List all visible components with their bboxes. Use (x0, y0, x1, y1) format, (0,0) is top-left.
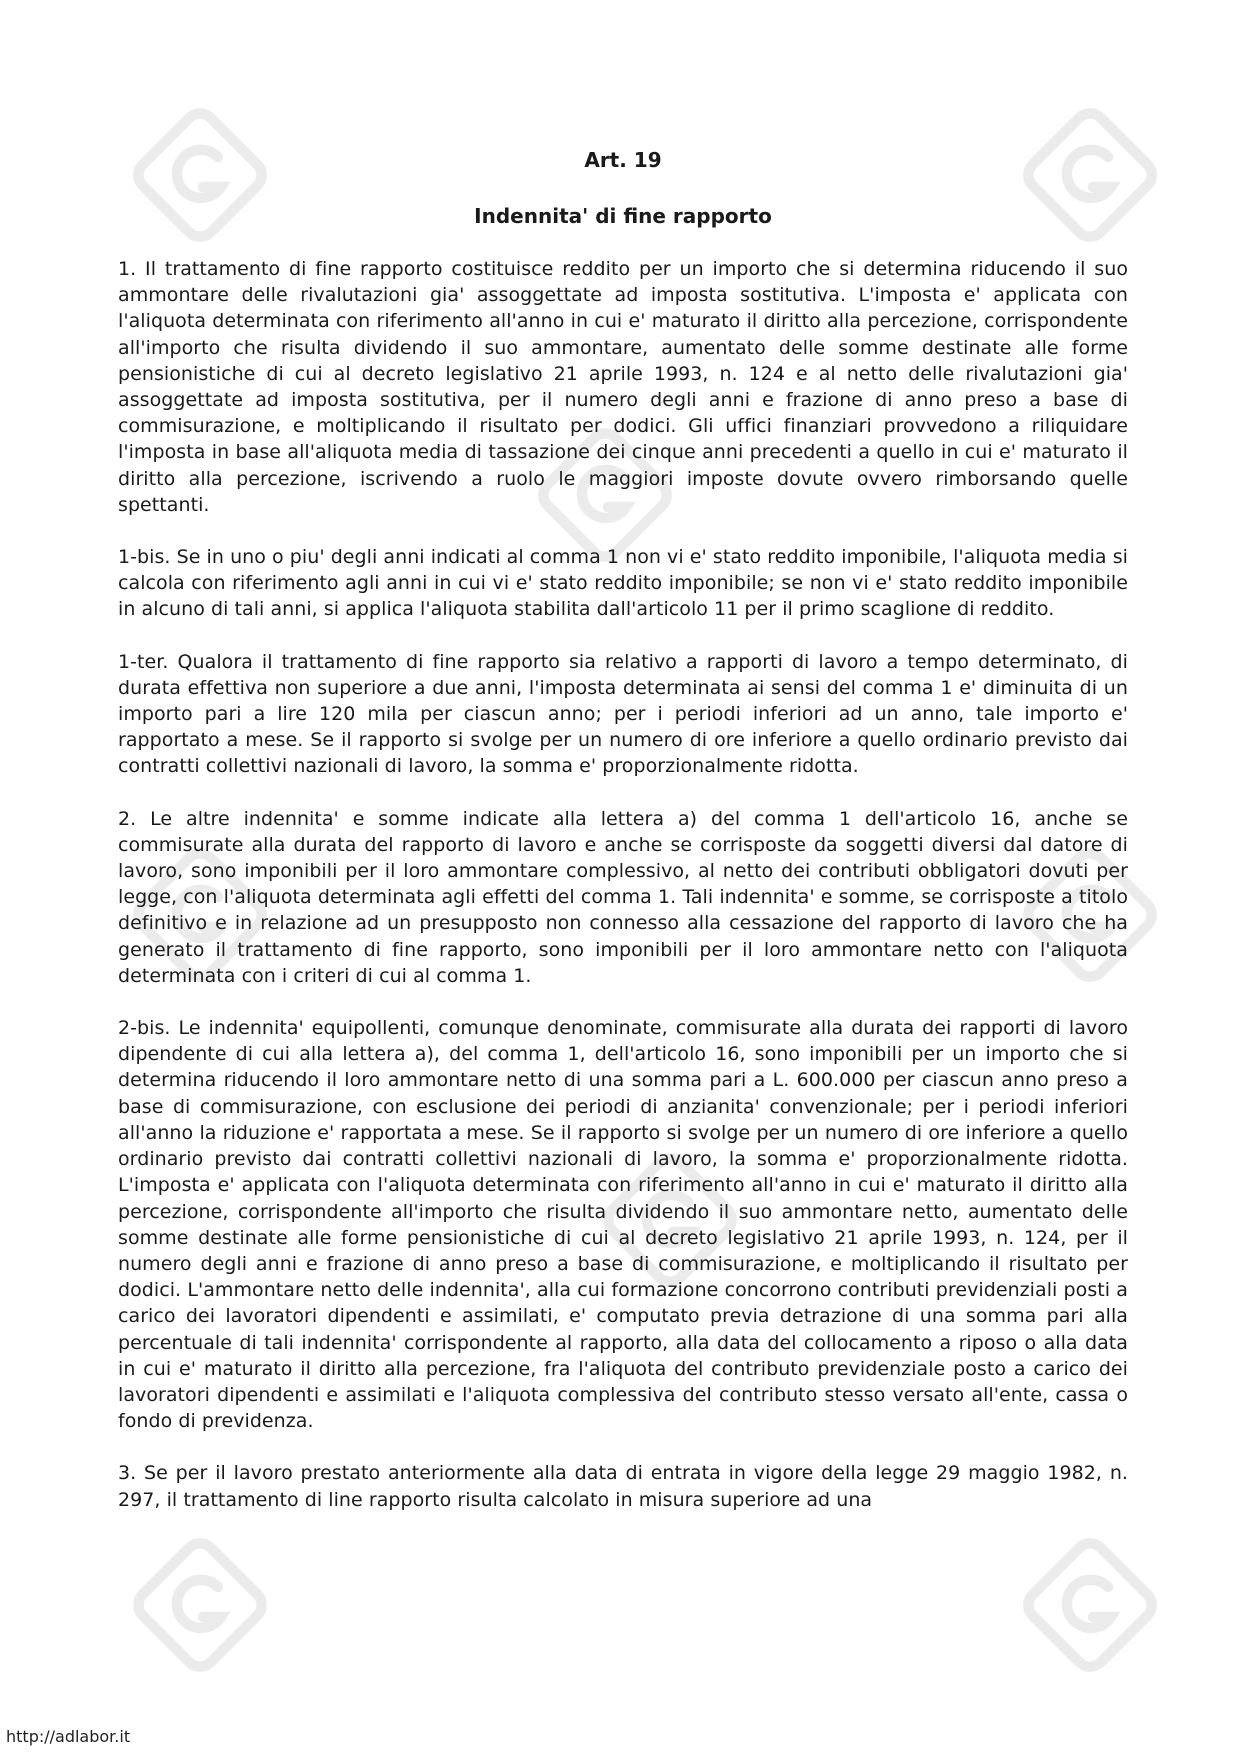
footer-site-link[interactable]: http://adlabor.it (6, 1727, 131, 1746)
watermark-logo-icon (125, 1530, 275, 1680)
paragraph-comma-1-ter: 1-ter. Qualora il trattamento di fine rapporto sia relativo a rapporti di lavoro a tempo determinato, di durata effettiva non superiore a due anni, l'imposta determinata ai sensi del comma 1 e' diminuita di un importo pari a lire 120 mila per ciascun anno; per i periodi inferiori ad un anno, tale importo e' rapportato a mese. Se il rapporto si svolge per un numero di ore inferiore a quello ordinario previsto dai contratti collettivi nazionali di lavoro, la somma e' proporzionalmente ridotta. (118, 650, 1128, 778)
article-title: Indennita' di fine rapporto (474, 204, 772, 228)
paragraph-comma-3: 3. Se per il lavoro prestato anteriormente alla data di entrata in vigore della legge 29 maggio 1982, n. 297, il trattamento di line rapporto risulta calcolato in misura superiore ad una (118, 1462, 1128, 1511)
paragraph-comma-2-bis: 2-bis. Le indennita' equipollenti, comunque denominate, commisurate alla durata dei rapporti di lavoro dipendente di cui alla lettera a), del comma 1, dell'articolo 16, sono imponibili per un importo che si determina riducendo il loro ammontare netto di una somma pari a L. 600.000 per ciascun anno preso a base di commisurazione, con esclusione dei periodi di anzianita' convenzionale; per i periodi inferiori all'anno la riduzione e' rapportata a mese. Se il rapporto si svolge per un numero di ore inferiore a quello ordinario previsto dai contratti collettivi nazionali di lavoro, la somma e' proporzionalmente ridotta. L'imposta e' applicata con l'aliquota determinata con riferimento all'anno in cui e' maturato il diritto alla percezione, corrispondente all'importo che risulta dividendo il suo ammontare netto, aumentato delle somme destinate alle forme pensionistiche di cui al decreto legislativo 21 aprile 1993, n. 124, per il numero degli anni e frazione di anno preso a base di commisurazione, e moltiplicando il risultato per dodici. L'ammontare netto delle indennita', alla cui formazione concorrono contributi previdenziali posti a carico dei lavoratori dipendenti e assimilati, e' computato previa detrazione di una somma pari alla percentuale di tali indennita' corrispondente al rapporto, alla data del collocamento a riposo o alla data in cui e' maturato il diritto alla percezione, fra l'aliquota del contributo previdenziale posto a carico dei lavoratori dipendenti e assimilati e l'aliquota complessiva del contributo stesso versato all'ente, cassa o fondo di previdenza. (118, 1017, 1128, 1433)
article-body (118, 148, 1128, 1539)
paragraph-comma-1: 1. Il trattamento di fine rapporto costituisce reddito per un importo che si determina riducendo il suo ammontare delle rivalutazioni gia' assoggettate ad imposta sostitutiva. L'imposta e' applicata con l'aliquota determinata con riferimento all'anno in cui e' maturato il diritto alla percezione, corrispondente all'importo che risulta dividendo il suo ammontare, aumentato delle somme destinate alle forme pensionistiche di cui al decreto legislativo 21 aprile 1993, n. 124 e al netto delle rivalutazioni gia' assoggettate ad imposta sostitutiva, per il numero degli anni e frazione di anno preso a base di commisurazione, e moltiplicando il risultato per dodici. Gli uffici finanziari provvedono a riliquidare l'imposta in base all'aliquota media di tassazione dei cinque anni precedenti a quello in cui e' maturato il diritto alla percezione, iscrivendo a ruolo le maggiori imposte dovute ovvero rimborsando quelle spettanti. (118, 258, 1128, 516)
article-number: Art. 19 (584, 148, 662, 172)
paragraph-comma-2: 2. Le altre indennita' e somme indicate alla lettera a) del comma 1 dell'articolo 16, anche se commisurate alla durata del rapporto di lavoro e anche se corrisposte da soggetti diversi dal datore di lavoro, sono imponibili per il loro ammontare complessivo, al netto dei contributi obbligatori dovuti per legge, con l'aliquota determinata agli effetti del comma 1. Tali indennita' e somme, se corrisposte a titolo definitivo e in relazione ad un presupposto non connesso alla cessazione del rapporto di lavoro che ha generato il trattamento di fine rapporto, sono imponibili per il loro ammontare netto con l'aliquota determinata con i criteri di cui al comma 1. (118, 807, 1128, 987)
watermark-logo-icon (1015, 1530, 1165, 1680)
paragraph-comma-1-bis: 1-bis. Se in uno o piu' degli anni indicati al comma 1 non vi e' stato reddito imponibile, l'aliquota media si calcola con riferimento agli anni in cui vi e' stato reddito imponibile; se non vi e' stato reddito imponibile in alcuno di tali anni, si applica l'aliquota stabilita dall'articolo 11 per il primo scaglione di reddito. (118, 546, 1128, 621)
